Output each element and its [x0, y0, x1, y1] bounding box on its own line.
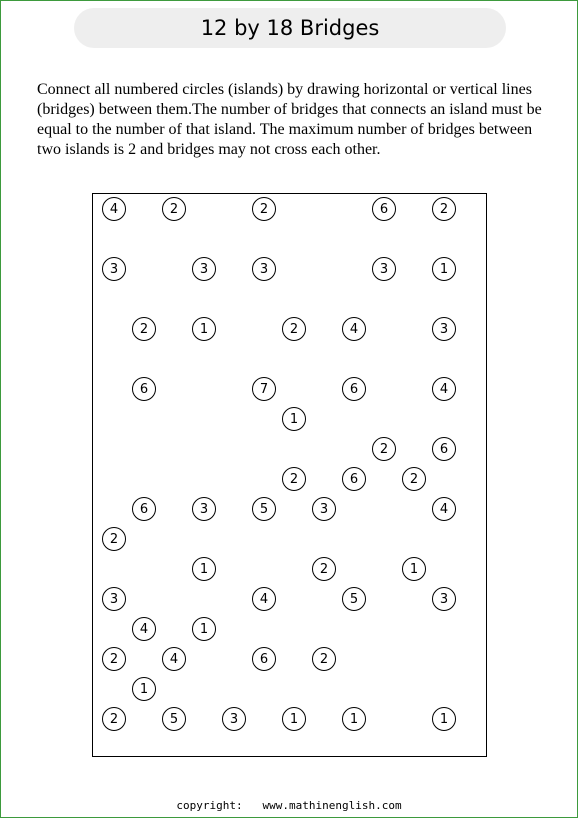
island-r9-c8: 6 [342, 467, 366, 491]
island-r17-c0: 2 [102, 707, 126, 731]
island-r9-c10: 2 [402, 467, 426, 491]
island-r10-c11: 4 [432, 497, 456, 521]
island-r6-c5: 7 [252, 377, 276, 401]
copyright-footer: copyright: www.mathinenglish.com [176, 799, 402, 812]
puzzle-grid [92, 193, 487, 757]
island-r11-c0: 2 [102, 527, 126, 551]
title-banner [74, 8, 506, 48]
island-r9-c6: 2 [282, 467, 306, 491]
island-r12-c10: 1 [402, 557, 426, 581]
island-r17-c2: 5 [162, 707, 186, 731]
island-r2-c9: 3 [372, 257, 396, 281]
island-r0-c5: 2 [252, 197, 276, 221]
island-r12-c7: 2 [312, 557, 336, 581]
island-r2-c0: 3 [102, 257, 126, 281]
island-r4-c8: 4 [342, 317, 366, 341]
island-r10-c1: 6 [132, 497, 156, 521]
island-r4-c11: 3 [432, 317, 456, 341]
island-r0-c0: 4 [102, 197, 126, 221]
island-r13-c0: 3 [102, 587, 126, 611]
page-title: 12 by 18 Bridges [200, 16, 380, 40]
island-r6-c1: 6 [132, 377, 156, 401]
island-r0-c9: 6 [372, 197, 396, 221]
island-r15-c7: 2 [312, 647, 336, 671]
island-r10-c5: 5 [252, 497, 276, 521]
island-r13-c11: 3 [432, 587, 456, 611]
island-r17-c4: 3 [222, 707, 246, 731]
island-r17-c11: 1 [432, 707, 456, 731]
island-r4-c1: 2 [132, 317, 156, 341]
island-r6-c8: 6 [342, 377, 366, 401]
island-r14-c3: 1 [192, 617, 216, 641]
island-r15-c5: 6 [252, 647, 276, 671]
island-r0-c2: 2 [162, 197, 186, 221]
island-r4-c6: 2 [282, 317, 306, 341]
island-r17-c8: 1 [342, 707, 366, 731]
island-r15-c0: 2 [102, 647, 126, 671]
island-r10-c7: 3 [312, 497, 336, 521]
island-r2-c5: 3 [252, 257, 276, 281]
island-r13-c5: 4 [252, 587, 276, 611]
instructions-text: Connect all numbered circles (islands) by drawing horizontal or vertical lines (bridges) between them.The number of bridges that connects an island must be equal to the number of that island. The maximum number of bridges between two islands is 2 and bridges may not cross each other. [37, 81, 542, 158]
island-r10-c3: 3 [192, 497, 216, 521]
island-r17-c6: 1 [282, 707, 306, 731]
island-r13-c8: 5 [342, 587, 366, 611]
island-r15-c2: 4 [162, 647, 186, 671]
island-r7-c6: 1 [282, 407, 306, 431]
island-r6-c11: 4 [432, 377, 456, 401]
island-r16-c1: 1 [132, 677, 156, 701]
island-r4-c3: 1 [192, 317, 216, 341]
island-r8-c9: 2 [372, 437, 396, 461]
island-r8-c11: 6 [432, 437, 456, 461]
island-r0-c11: 2 [432, 197, 456, 221]
island-r2-c11: 1 [432, 257, 456, 281]
island-r12-c3: 1 [192, 557, 216, 581]
island-r2-c3: 3 [192, 257, 216, 281]
island-r14-c1: 4 [132, 617, 156, 641]
